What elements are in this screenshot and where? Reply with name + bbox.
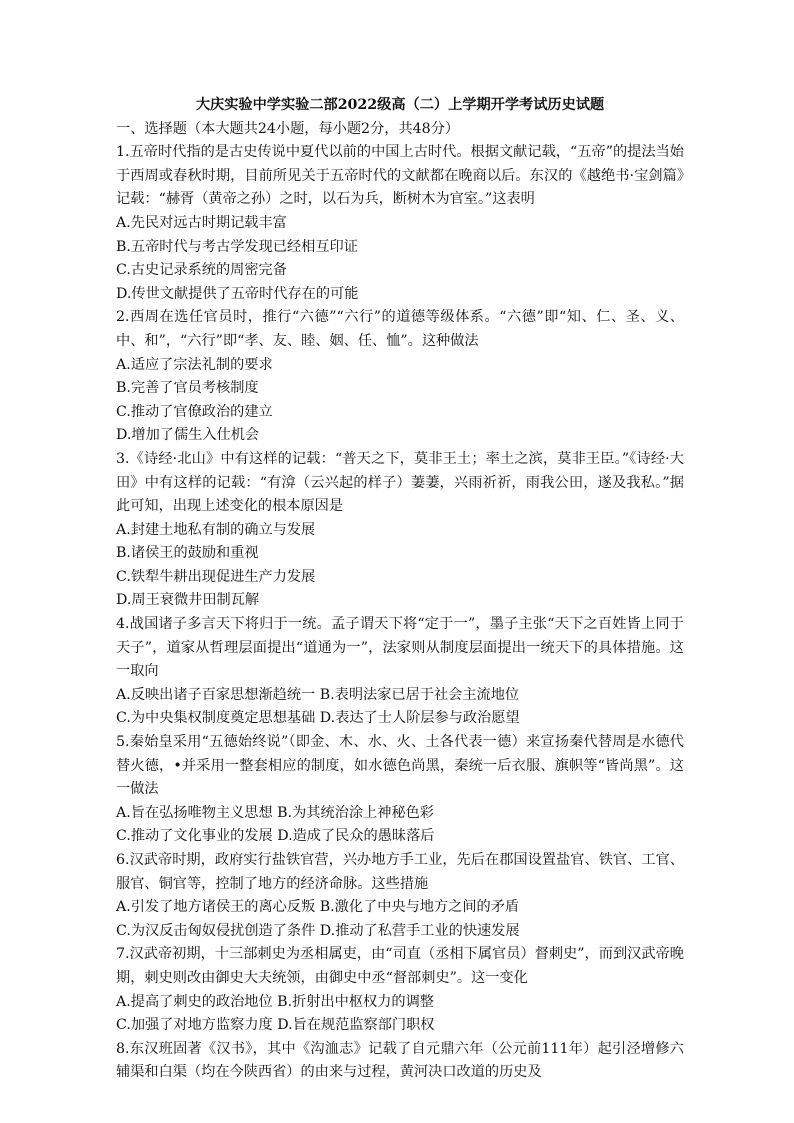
option-row-ab: A.提高了刺史的政治地位 B.折射出中枢权力的调整: [116, 993, 434, 1010]
question-stem: 5.秦始皇采用“五德始终说”（即金、木、水、火、土各代表一德）来宣扬秦代替周是水德代替火德，•并采用一整套相应的制度，如水德色尚黑，秦统一后衣服、旗帜等“皆尚黑”。这一做法: [116, 734, 684, 798]
option-row-cd: C.为中央集权制度奠定思想基础 D.表达了士人阶层参与政治愿望: [116, 710, 520, 727]
option-c: C.推动了官僚政治的建立: [116, 403, 273, 420]
question-1: [116, 141, 684, 306]
question-7: [116, 943, 684, 1037]
question-stem: 8.东汉班固著《汉书》，其中《沟洫志》记载了自元鼎六年（公元前111年）起引泾增修六辅渠和白渠（均在今陕西省）的由来与过程，黄河决口改道的历史及: [116, 1040, 684, 1081]
option-row-cd: C.加强了对地方监察力度 D.旨在规范监察部门职权: [116, 1017, 435, 1034]
option-d: D.周王衰微井田制瓦解: [116, 592, 260, 609]
option-row-ab: A.引发了地方诸侯王的离心反叛 B.激化了中央与地方之间的矛盾: [116, 899, 520, 916]
question-2: [116, 306, 684, 448]
option-row-ab: A.旨在弘扬唯物主义思想 B.为其统治涂上神秘色彩: [116, 804, 434, 821]
option-c: C.古史记录系统的周密完备: [116, 262, 287, 279]
question-stem: 2.西周在选任官员时，推行“六德”“六行”的道德等级体系。“六德”即“知、仁、圣、义、中、和”，“六行”即“孝、友、睦、姻、任、恤”。这种做法: [116, 309, 684, 349]
question-stem: 3.《诗经·北山》中有这样的记载：“普天之下，莫非王土；率土之滨，莫非王臣。”《诗经·大田》中有这样的记载：“有渰（云兴起的样子）萋萋，兴雨祈祈，雨我公田，遂及我私。”据此可知，出现上述变化的根本原因是: [116, 450, 684, 515]
option-row-cd: C.为汉反击匈奴侵扰创造了条件 D.推动了私营手工业的快速发展: [116, 922, 520, 939]
question-stem: 7.汉武帝初期，十三部刺史为丞相属吏，由“司直（丞相下属官员）督刺史”，而到汉武帝晚期，刺史则改由御史大夫统领，由御史中丞“督部刺史”。这一变化: [116, 946, 684, 986]
option-a: A.封建土地私有制的确立与发展: [116, 521, 316, 538]
question-stem: 6.汉武帝时期，政府实行盐铁官营，兴办地方手工业，先后在郡国设置盐官、铁官、工官、服官、铜官等，控制了地方的经济命脉。这些措施: [116, 852, 684, 892]
question-8: [116, 1038, 684, 1085]
section-heading: 一、选择题（本大题共24小题，每小题2分，共48分）: [116, 120, 460, 137]
option-c: C.铁犁牛耕出现促进生产力发展: [116, 568, 316, 585]
question-5: [116, 731, 684, 849]
option-b: B.诸侯王的鼓励和重视: [116, 545, 259, 562]
question-stem: 1.五帝时代指的是古史传说中夏代以前的中国上古时代。根据文献记载，“五帝”的提法当始于西周或春秋时期，目前所见关于五帝时代的文献都在晚商以后。东汉的《越绝书·宝剑篇》记载：“赫胥（黄帝之孙）之时，以石为兵，断树木为官室。”这表明: [116, 144, 684, 208]
option-row-cd: C.推动了文化事业的发展 D.造成了民众的愚昧落后: [116, 828, 435, 845]
option-d: D.增加了儒生入仕机会: [116, 427, 260, 444]
question-4: [116, 613, 684, 731]
option-b: B.五帝时代与考古学发现已经相互印证: [116, 238, 358, 255]
option-row-ab: A.反映出诸子百家思想渐趋统一 B.表明法家已居于社会主流地位: [116, 686, 520, 703]
option-d: D.传世文献提供了五帝时代存在的可能: [116, 285, 359, 302]
option-a: A.先民对远古时期记载丰富: [116, 214, 287, 231]
option-a: A.适应了宗法礼制的要求: [116, 356, 273, 373]
question-stem: 4.战国诸子多言天下将归于一统。孟子谓天下将“定于一”，墨子主张“天下之百姓皆上同于天子”，道家从哲理层面提出“道通为一”，法家则从制度层面提出一统天下的具体措施。这一取向: [116, 616, 684, 680]
exam-title: 大庆实验中学实验二部2022级高（二）上学期开学考试历史试题: [195, 97, 605, 113]
option-b: B.完善了官员考核制度: [116, 380, 259, 397]
question-3: [116, 448, 684, 613]
exam-page: [116, 94, 684, 1085]
question-6: [116, 849, 684, 943]
